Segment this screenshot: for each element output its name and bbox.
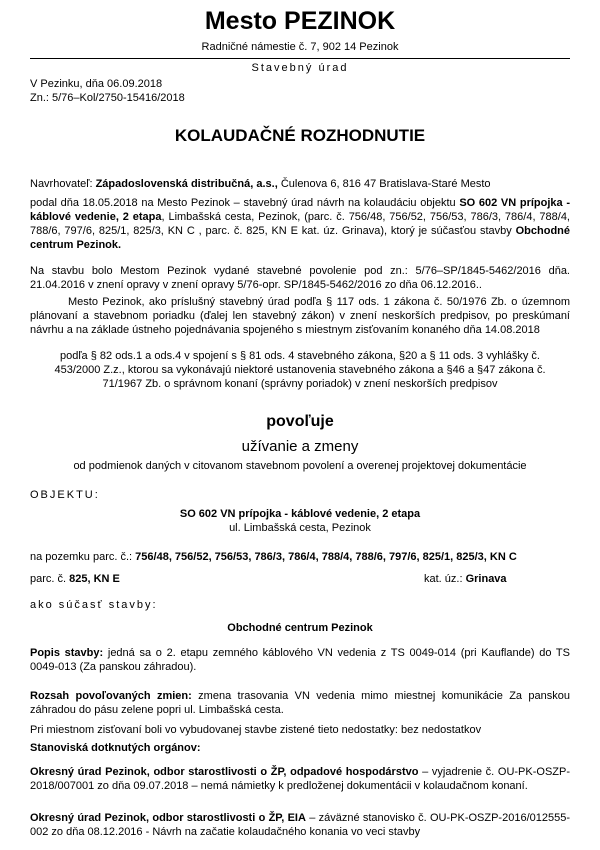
cadastre-name: Grinava bbox=[465, 573, 507, 585]
intro-building: Obchodné centrum Pezinok. bbox=[30, 225, 570, 251]
intro-paragraph bbox=[30, 196, 570, 252]
parcel-e-prefix: parc. č. bbox=[30, 573, 70, 585]
object-location: ul. Limbašská cesta, Pezinok bbox=[229, 522, 371, 534]
cadastre-line bbox=[424, 572, 507, 586]
authority2-text: – záväzné stanovisko č. OU-PK-OSZP-2016/012555-002 zo dňa 08.12.2016 - Návrh na začatie kolaudačného konania vo veci stavby bbox=[30, 812, 570, 838]
applicant-line bbox=[30, 177, 570, 191]
description-text: jedná sa o 2. etapu zemného káblového VN vedenia z TS 0049-014 (pri Kauflande) do TS 0049-013 (Za panskou záhradou). bbox=[30, 647, 570, 673]
authority1-name: Okresný úrad Pezinok, odbor starostlivosti o ŽP, odpadové hospodárstvo bbox=[30, 766, 419, 778]
city-name: PEZINOK bbox=[284, 7, 396, 35]
authority1-text: – vyjadrenie č. OU-PK-OSZP-2018/007001 zo dňa 09.07.2018 – nemá námietky k predloženej dokumentácii v kolaudačnom konaní. bbox=[30, 766, 570, 792]
applicant-address: Čulenova 6, 816 47 Bratislava-Staré Mesto bbox=[280, 178, 491, 190]
authority2-paragraph bbox=[30, 811, 570, 839]
decision-conditions: od podmienok daných v citovanom stavebnom povolení a overenej projektovej dokumentácie bbox=[73, 460, 527, 472]
intro-object: SO 602 VN prípojka - káblové vedenie, 2 etapa bbox=[30, 197, 571, 223]
file-number: Zn.: 5/76–Kol/2750-15416/2018 bbox=[30, 92, 185, 104]
legal-paragraph: podľa § 82 ods.1 a ods.4 v spojení s § 81 ods. 4 stavebného zákona, §20 a § 11 ods. 3 vyhlášky č. 453/2000 Z.z., ktorou sa vykonávajú niektoré ustanovenia stavebného zákona a §46 a §47 zákona č. 71/1967 Zb. o správnom konaní (správny poriadok) v znení neskorších predpisov bbox=[54, 350, 546, 390]
city-title bbox=[0, 6, 600, 36]
object-label: OBJEKTU: bbox=[30, 489, 100, 501]
intro-text-1: podal dňa 18.05.2018 na Mesto Pezinok – stavebný úrad návrh na kolaudáciu objektu bbox=[30, 197, 460, 209]
decision-object: užívanie a zmeny bbox=[241, 438, 359, 455]
positions-heading: Stanoviská dotknutých orgánov: bbox=[30, 742, 201, 754]
description-label: Popis stavby: bbox=[30, 647, 104, 659]
deficiencies-line: Pri miestnom zisťovaní boli vo vybudovanej stavbe zistené tieto nedostatky: bez nedostatkov bbox=[30, 724, 482, 736]
office-name: Stavebný úrad bbox=[251, 62, 349, 74]
decision-title: KOLAUDAČNÉ ROZHODNUTIE bbox=[174, 126, 426, 145]
scope-text: zmena trasovania VN vedenia mimo miestnej komunikácie Za panskou záhradou do pásu zelene popri ul. Limbašská cesta. bbox=[30, 690, 570, 716]
object-name: SO 602 VN prípojka - káblové vedenie, 2 etapa bbox=[179, 508, 421, 520]
permit-paragraph: Na stavbu bolo Mestom Pezinok vydané stavebné povolenie pod zn.: 5/76–SP/1845-5462/2016 dňa. 21.04.2016 v znení opravy v znení opravy 5/76-opr. SP/1845-5462/2016 zo dňa 06.12.2016.. bbox=[30, 265, 570, 291]
city-prefix: Mesto bbox=[204, 7, 278, 35]
parcels-kn-c: 756/48, 756/52, 756/53, 786/3, 786/4, 788/4, 788/6, 797/6, 825/1, 825/3, KN C bbox=[135, 551, 517, 563]
parcel-prefix: na pozemku parc. č.: bbox=[30, 551, 136, 563]
date-line: V Pezinku, dňa 06.09.2018 bbox=[30, 78, 163, 90]
header-divider bbox=[30, 58, 570, 59]
building-name: Obchodné centrum Pezinok bbox=[227, 622, 373, 634]
scope-paragraph bbox=[30, 689, 570, 717]
parcel-e-line bbox=[30, 572, 120, 586]
scope-label: Rozsah povoľovaných zmien: bbox=[30, 690, 192, 702]
applicant-label: Navrhovateľ: bbox=[30, 178, 93, 190]
parcel-line bbox=[30, 550, 517, 564]
building-label: ako súčasť stavby: bbox=[30, 599, 158, 611]
authority-paragraph: Mesto Pezinok, ako príslušný stavebný úrad podľa § 117 ods. 1 zákona č. 50/1976 Zb. o územnom plánovaní a stavebnom poriadku (ďalej len stavebný zákon) v znení neskorších predpisov, po preskúmaní návrhu a na základe ústneho pojednávania spojeného s miestnym zisťovaním konaného dňa 14.08.2018 bbox=[30, 296, 570, 336]
authority2-name: Okresný úrad Pezinok, odbor starostlivosti o ŽP, EIA bbox=[30, 812, 306, 824]
authority1-paragraph bbox=[30, 765, 570, 793]
cadastre-prefix: kat. úz.: bbox=[424, 573, 466, 585]
description-paragraph bbox=[30, 646, 570, 674]
parcel-kn-e: 825, KN E bbox=[69, 573, 120, 585]
decision-verb: povoľuje bbox=[266, 413, 334, 430]
applicant-name: Západoslovenská distribučná, a.s., bbox=[95, 178, 278, 190]
intro-text-2: , Limbašská cesta, Pezinok, (parc. č. 756/48, 756/52, 756/53, 786/3, 786/4, 788/4, 788/6, 797/6, 825/1, 825/3, KN C , parc. č. 825, KN E kat. úz. Grinava), ktorý je súčasťou stavby bbox=[30, 211, 570, 237]
city-address: Radničné námestie č. 7, 902 14 Pezinok bbox=[201, 41, 399, 53]
